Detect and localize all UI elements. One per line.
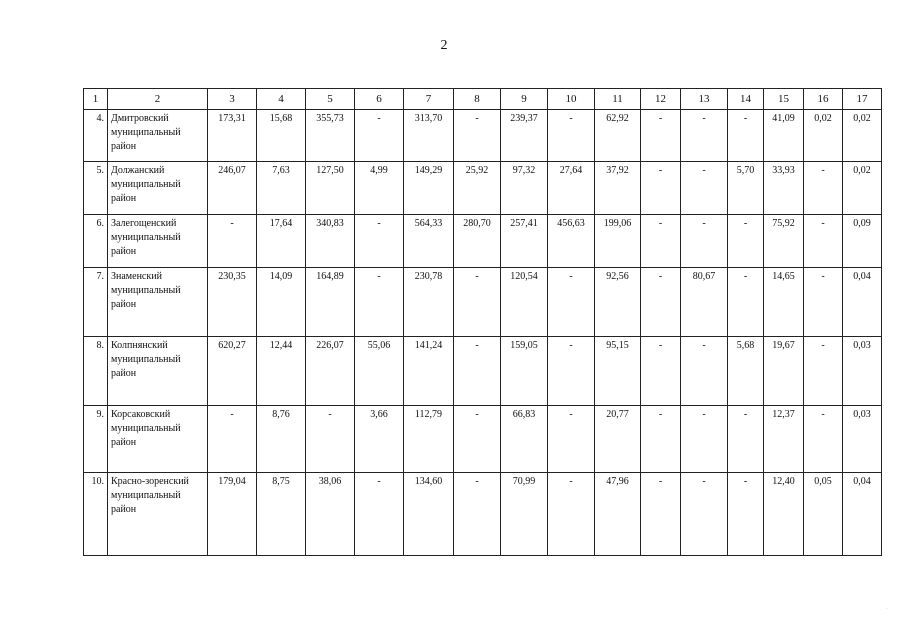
table-cell: 313,70 [404, 110, 454, 162]
district-name: Залегощенский муниципальный район [108, 215, 208, 268]
table-cell: - [681, 473, 728, 556]
table-cell: 20,77 [595, 406, 641, 473]
table-cell: 564,33 [404, 215, 454, 268]
scan-speck: · [886, 606, 888, 612]
column-header: 11 [595, 89, 641, 110]
table-cell: 0,03 [843, 406, 882, 473]
header-row [84, 89, 882, 110]
table-cell: 62,92 [595, 110, 641, 162]
table-cell: - [641, 215, 681, 268]
table-cell: 75,92 [764, 215, 804, 268]
column-header: 6 [355, 89, 404, 110]
table-cell: 15,68 [257, 110, 306, 162]
table-cell: - [804, 162, 843, 215]
table-row [84, 268, 882, 337]
table-cell: 4,99 [355, 162, 404, 215]
column-header: 15 [764, 89, 804, 110]
table-cell: 280,70 [454, 215, 501, 268]
table-cell: - [641, 110, 681, 162]
table-cell: - [548, 337, 595, 406]
data-table [83, 88, 882, 556]
table-row [84, 162, 882, 215]
table-cell: - [548, 110, 595, 162]
table-cell: 257,41 [501, 215, 548, 268]
table-cell: 173,31 [208, 110, 257, 162]
table-cell: 12,37 [764, 406, 804, 473]
table-cell: 14,65 [764, 268, 804, 337]
table-cell: 134,60 [404, 473, 454, 556]
table-cell: 0,02 [843, 110, 882, 162]
column-header: 8 [454, 89, 501, 110]
column-header: 10 [548, 89, 595, 110]
table-cell: 164,89 [306, 268, 355, 337]
table-cell: 230,78 [404, 268, 454, 337]
table-cell: - [641, 162, 681, 215]
table-cell: - [454, 473, 501, 556]
column-header: 2 [108, 89, 208, 110]
table-cell: 47,96 [595, 473, 641, 556]
table-cell: 3,66 [355, 406, 404, 473]
district-name: Должанский муниципальный район [108, 162, 208, 215]
table-cell: 0,03 [843, 337, 882, 406]
row-number: 6. [84, 215, 108, 268]
table-cell: 620,27 [208, 337, 257, 406]
row-number: 5. [84, 162, 108, 215]
table-cell: - [355, 473, 404, 556]
table-cell: - [454, 268, 501, 337]
table-cell: 0,09 [843, 215, 882, 268]
table-cell: - [306, 406, 355, 473]
row-number: 9. [84, 406, 108, 473]
column-header: 9 [501, 89, 548, 110]
table-cell: 0,05 [804, 473, 843, 556]
table-cell: - [728, 110, 764, 162]
table-cell: 340,83 [306, 215, 355, 268]
table-cell: 55,06 [355, 337, 404, 406]
table-cell: - [454, 406, 501, 473]
table-cell: 159,05 [501, 337, 548, 406]
district-name: Колпнянский муниципальный район [108, 337, 208, 406]
table-cell: - [454, 110, 501, 162]
table-cell: - [804, 337, 843, 406]
table-cell: - [355, 110, 404, 162]
table-cell: 199,06 [595, 215, 641, 268]
column-header: 1 [84, 89, 108, 110]
table-cell: - [454, 337, 501, 406]
table-cell: 12,44 [257, 337, 306, 406]
table-cell: 27,64 [548, 162, 595, 215]
table-cell: - [728, 473, 764, 556]
table-cell: 5,70 [728, 162, 764, 215]
district-name: Корсаковский муниципальный район [108, 406, 208, 473]
district-name: Дмитровский муниципальный район [108, 110, 208, 162]
row-number: 10. [84, 473, 108, 556]
table-cell: - [355, 215, 404, 268]
table-cell: - [804, 215, 843, 268]
table-cell: 70,99 [501, 473, 548, 556]
table-cell: - [548, 268, 595, 337]
column-header: 12 [641, 89, 681, 110]
table-cell: 7,63 [257, 162, 306, 215]
table-cell: 12,40 [764, 473, 804, 556]
table-cell: 17,64 [257, 215, 306, 268]
table-cell: - [641, 337, 681, 406]
table-cell: - [804, 406, 843, 473]
district-name: Красно-зоренский муниципальный район [108, 473, 208, 556]
table-cell: 112,79 [404, 406, 454, 473]
column-header: 16 [804, 89, 843, 110]
column-header: 13 [681, 89, 728, 110]
table-cell: - [641, 406, 681, 473]
column-header: 7 [404, 89, 454, 110]
table-cell: 8,76 [257, 406, 306, 473]
table-cell: 80,67 [681, 268, 728, 337]
table-cell: 66,83 [501, 406, 548, 473]
table-cell: - [641, 268, 681, 337]
table-cell: 41,09 [764, 110, 804, 162]
table-cell: 0,04 [843, 473, 882, 556]
table-cell: - [548, 473, 595, 556]
table-cell: - [728, 406, 764, 473]
table-cell: 0,04 [843, 268, 882, 337]
table-cell: 179,04 [208, 473, 257, 556]
table-cell: - [208, 215, 257, 268]
table-cell: 37,92 [595, 162, 641, 215]
table-cell: 95,15 [595, 337, 641, 406]
table-cell: - [804, 268, 843, 337]
column-header: 14 [728, 89, 764, 110]
table-cell: - [548, 406, 595, 473]
table-cell: 230,35 [208, 268, 257, 337]
column-header: 17 [843, 89, 882, 110]
row-number: 8. [84, 337, 108, 406]
table-cell: - [728, 268, 764, 337]
table-cell: 5,68 [728, 337, 764, 406]
row-number: 4. [84, 110, 108, 162]
column-header: 4 [257, 89, 306, 110]
table-cell: - [681, 162, 728, 215]
table-row [84, 406, 882, 473]
table-cell: - [641, 473, 681, 556]
table-cell: - [728, 215, 764, 268]
table-cell: 226,07 [306, 337, 355, 406]
table-row [84, 215, 882, 268]
column-header: 3 [208, 89, 257, 110]
district-name: Знаменский муниципальный район [108, 268, 208, 337]
table-cell: 456,63 [548, 215, 595, 268]
table-cell: 0,02 [804, 110, 843, 162]
table-cell: 19,67 [764, 337, 804, 406]
table-cell: 120,54 [501, 268, 548, 337]
table-cell: 149,29 [404, 162, 454, 215]
table-cell: 97,32 [501, 162, 548, 215]
table-row [84, 337, 882, 406]
row-number: 7. [84, 268, 108, 337]
table-cell: 14,09 [257, 268, 306, 337]
table-cell: - [355, 268, 404, 337]
table-cell: - [681, 110, 728, 162]
table-row [84, 473, 882, 556]
table-cell: 25,92 [454, 162, 501, 215]
table-cell: - [681, 215, 728, 268]
table-cell: 92,56 [595, 268, 641, 337]
table-cell: 33,93 [764, 162, 804, 215]
table-cell: 127,50 [306, 162, 355, 215]
table-cell: 355,73 [306, 110, 355, 162]
table-cell: - [208, 406, 257, 473]
table-cell: - [681, 406, 728, 473]
table-cell: 141,24 [404, 337, 454, 406]
table-cell: - [681, 337, 728, 406]
table-cell: 8,75 [257, 473, 306, 556]
table-row [84, 110, 882, 162]
table-cell: 38,06 [306, 473, 355, 556]
table-cell: 246,07 [208, 162, 257, 215]
page-number: 2 [440, 38, 448, 53]
column-header: 5 [306, 89, 355, 110]
table-cell: 0,02 [843, 162, 882, 215]
table-cell: 239,37 [501, 110, 548, 162]
